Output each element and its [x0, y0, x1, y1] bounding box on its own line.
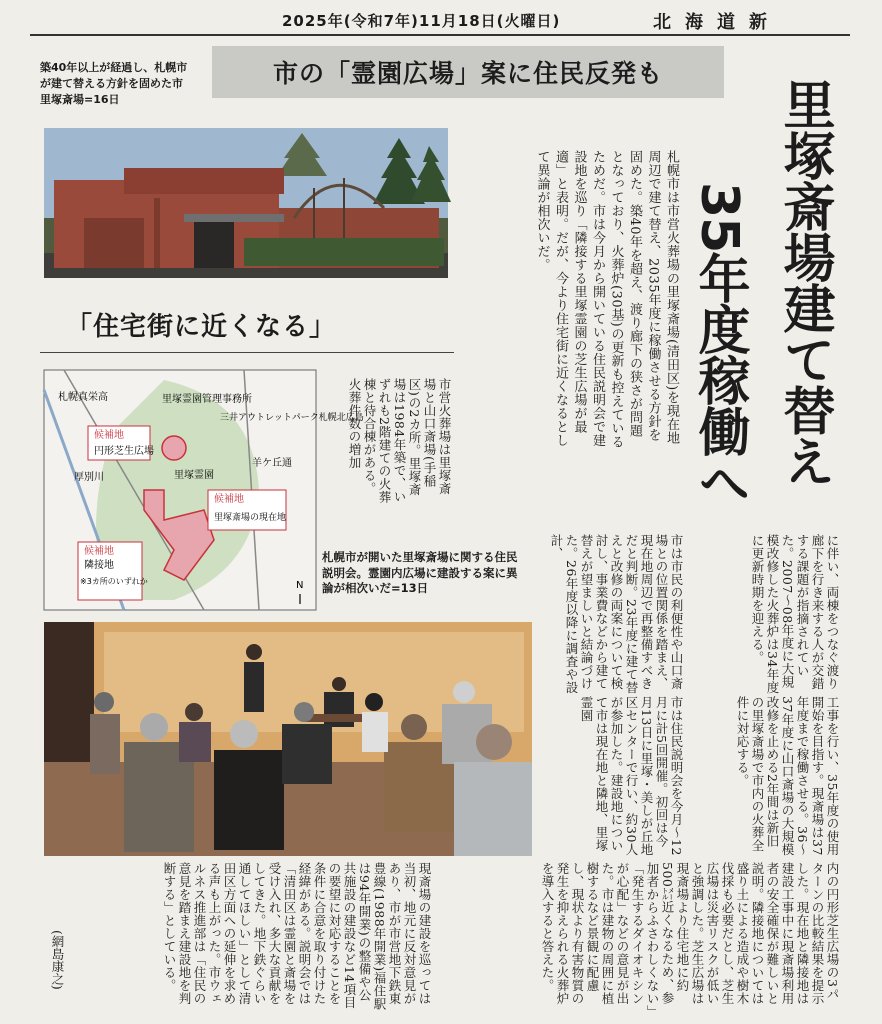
- article-column-bottom-left: 現斎場の建設を巡っては当初、地元に反対意見があり、市が市営地下鉄東豊線(1988年開業)福住駅は94年開業)の整備や公共施設の建設など14項目の要望に対応することを条件に合意を取り付けた経緯がある。説明会では「清田区は霊園と斎場を受け入れ、多大な貢献をしてきた。地下鉄ぐらい通してほしい」として清田区方面への延伸を求める声も上がった。市ウェルネス推進部は「住民の意見を踏まえ建設地を判断する」としている。: [162, 862, 432, 1011]
- main-headline-1: 里塚斎場建て替え: [774, 78, 834, 486]
- map-mall-label: 三井アウトレットパーク札幌北広島: [220, 413, 364, 423]
- location-map: [44, 370, 364, 610]
- issue-date: 2025年(令和7年)11月18日(火曜日): [282, 12, 561, 30]
- photo2-caption: 札幌市が開いた里塚斎場に関する住民説明会。霊園内広場に建設する案に異論が相次いだ=13日: [322, 550, 518, 595]
- map-road-label: 羊ケ丘通: [252, 458, 292, 469]
- map-cand3-note: ※3カ所のいずれか: [80, 577, 148, 586]
- map-cemetery-label: 里塚霊園: [174, 470, 214, 481]
- header-rule: [30, 34, 850, 36]
- article-column-a: 市営火葬場は里塚斎場と山口斎場(手稲区)の2カ所。里塚斎場は1984年築で、いずれも2階建ての火葬棟と待合棟がある。火葬件数の増加: [347, 378, 452, 504]
- article-column-b1: 市は市民の利便性や山口斎場との位置関係を踏まえ、現在地周辺で再整備すべきだと判断。23年度に建て替えと改修の両案について検討し、事業費などから建て替えが望ましいと結論づけた。26年度以降に調査や設計、: [549, 534, 684, 694]
- subheadline-text: 市の「霊園広場」案に住民反発も: [272, 59, 663, 88]
- map-cand1-label: 円形芝生広場: [94, 446, 154, 457]
- article-column-r1: に伴い、両棟をつなぐ渡り廊下を行き来する人が交錯する課題が指摘されていた。2007〜08年度に大規模改修した火葬炉は34年度に更新時期を迎える。: [750, 534, 840, 694]
- map-north-label: N: [296, 580, 304, 591]
- subheadline-banner: [212, 46, 724, 98]
- article-column-r2: 工事を行い、35年度の使用開始を目指す。現斎場は37年度まで稼働させる。36〜37年度に山口斎場の大規模改修を止める2年間は新旧の里塚斎場で市内の火葬全件に対応する。: [735, 696, 840, 856]
- crematorium-photo: [44, 128, 448, 278]
- newspaper-name: 北海道新: [653, 12, 781, 33]
- map-cand2-tag: 候補地: [214, 494, 244, 505]
- map-cand2-label: 里塚斎場の現在地: [214, 513, 287, 523]
- photo1-caption: 築40年以上が経過し、札幌市が建て替える方針を固めた市里塚斎場=16日: [40, 61, 188, 106]
- section-headline: 「住宅街に近くなる」: [66, 312, 337, 342]
- map-cand3-label: 隣接地: [84, 560, 114, 571]
- section-rule: [40, 352, 454, 353]
- article-column-b2: 市は住民説明会を今月〜12月に計5回開催。初回は今月13日に里塚・美しが丘地区センターで行い、約30人が参加した。建設地について市は現在地と隣地、里塚霊園: [579, 696, 684, 856]
- map-river-label: 厚別川: [74, 472, 104, 483]
- map-school-label: 札幌真栄高: [58, 392, 108, 403]
- map-office-label: 里塚霊園管理事務所: [162, 394, 252, 405]
- article-column-bottom-right: 内の円形芝生広場の3パターンの比較結果を提示した。現在地と隣接地は建設工事中に現斎場利用者の安全確保が難しいと説明。隣接地については盛り土による造成や樹木伐採も必要だとし、芝生広場は災害リスクが低いと強調した。芝生広場は現斎場より住宅地に約500㍍近くなるため、参加者からふさわしくない」「発生するダイオキシンが心配」などの意見が出た。市は建物の周囲に植樹するなど景観に配慮し、現状より有害物質の発生を抑えられる火葬炉を導入すると答えた。: [540, 862, 840, 1012]
- byline: (網島康之): [50, 930, 65, 990]
- meeting-photo: [44, 622, 532, 856]
- map-cand1-tag: 候補地: [94, 430, 124, 441]
- article-lead: 札幌市は市営火葬場の里塚斎場(清田区)を現在地周辺で建て替え、2035年度に稼働させる方針を固めた。築40年を超え、渡り廊下の狭さが問題となっており、火葬炉(30基)の更新も控えているためだ。市は今月から開いている住民説明会で建設地を巡り「隣接する里塚霊園の芝生広場が最適」と表明。だが、今より住宅街に近くなるとして異論が相次いだ。: [534, 150, 679, 449]
- map-cand3-tag: 候補地: [84, 546, 114, 557]
- main-headline-2: 35年度稼働へ: [689, 182, 749, 508]
